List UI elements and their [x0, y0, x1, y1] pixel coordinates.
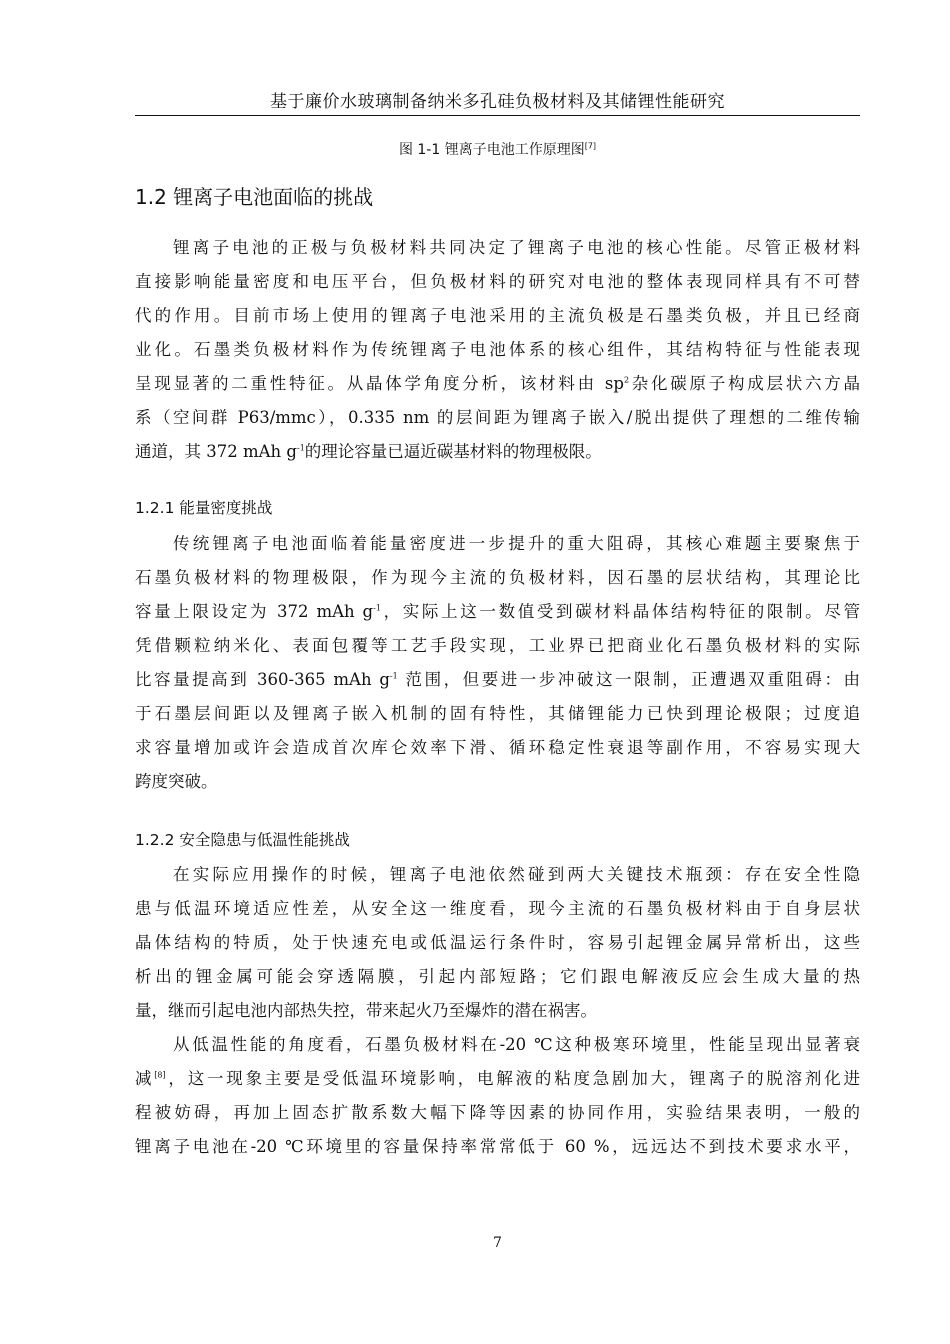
paragraph-line: 直接影响能量密度和电压平台，但负极材料的研究对电池的整体表现同样具有不可替 [135, 272, 860, 291]
paragraph-line: 传统锂离子电池面临着能量密度进一步提升的重大阻碍，其核心难题主要聚焦于 [173, 534, 860, 553]
paragraph-line: 锂离子电池的正极与负极材料共同决定了锂离子电池的核心性能。尽管正极材料 [173, 238, 860, 257]
paragraph-line [135, 595, 860, 629]
superscript: -1 [373, 603, 381, 613]
paragraph-line: 患与低温环境适应性差，从安全这一维度看，现今主流的石墨负极材料由于自身层状 [135, 899, 860, 918]
superscript: -1 [389, 671, 398, 681]
paragraph-line [135, 1062, 860, 1096]
figure-citation[interactable]: [7] [584, 141, 597, 151]
paragraph-line: 晶体结构的特质，处于快速充电或低温运行条件时，容易引起锂金属异常析出，这些 [135, 933, 860, 952]
line-segment: 呈现显著的二重性特征。从晶体学角度分析，该材料由 sp [135, 374, 624, 393]
section-heading: 1.2 锂离子电池面临的挑战 [135, 185, 374, 209]
paragraph-line: 代的作用。目前市场上使用的锂离子电池采用的主流负极是石墨类负极，并且已经商 [135, 306, 860, 325]
header-divider [135, 115, 860, 116]
paragraph-line [135, 663, 860, 697]
line-segment: 的理论容量已逼近碳基材料的物理极限。 [304, 442, 602, 461]
paragraph-line: 业化。石墨类负极材料作为传统锂离子电池体系的核心组件，其结构特征与性能表现 [135, 340, 860, 359]
superscript: 2 [623, 375, 630, 385]
paragraph-line: 量，继而引起电池内部热失控，带来起火乃至爆炸的潜在祸害。 [135, 1001, 597, 1020]
subsection-heading-safety: 1.2.2 安全隐患与低温性能挑战 [135, 831, 350, 849]
paragraph-line: 凭借颗粒纳米化、表面包覆等工艺手段实现，工业界已把商业化石墨负极材料的实际 [135, 636, 860, 655]
figure-caption [135, 140, 860, 160]
line-segment: 杂化碳原子构成层状六方晶 [629, 374, 860, 393]
paragraph-line: 在实际应用操作的时候，锂离子电池依然碰到两大关键技术瓶颈：存在安全性隐 [173, 865, 860, 884]
paragraph-line: 锂离子电池在-20 ℃环境里的容量保持率常常低于 60 %，远远达不到技术要求水平， [135, 1137, 860, 1156]
line-segment: 减 [135, 1069, 155, 1088]
paragraph-line [135, 367, 860, 401]
citation[interactable]: [8] [154, 1070, 166, 1080]
subsection-heading-energy-density: 1.2.1 能量密度挑战 [135, 499, 273, 517]
paragraph-line [135, 435, 860, 469]
subsection-paragraph [135, 1028, 860, 1164]
line-segment: ，实际上这一数值受到碳材料晶体结构特征的限制。尽管 [380, 602, 860, 621]
running-header: 基于廉价水玻璃制备纳米多孔硅负极材料及其储锂性能研究 [270, 92, 725, 112]
paragraph-line: 从低温性能的角度看，石墨负极材料在-20 ℃这种极寒环境里，性能呈现出显著衰 [173, 1035, 860, 1054]
paragraph-line: 析出的锂金属可能会穿透隔膜，引起内部短路；它们跟电解液反应会生成大量的热 [135, 967, 860, 986]
paragraph-line: 系（空间群 P63/mmc），0.335 nm 的层间距为锂离子嵌入/脱出提供了理想的二维传输 [135, 408, 860, 427]
line-segment: 通道，其 372 mAh g [135, 442, 297, 461]
paragraph-line: 于石墨层间距以及锂离子嵌入机制的固有特性，其储锂能力已快到理论极限；过度追 [135, 704, 860, 723]
page-number: 7 [493, 1235, 502, 1251]
figure-caption-text: 图 1-1 锂离子电池工作原理图 [398, 142, 585, 158]
superscript: -1 [296, 443, 305, 453]
line-segment: ，这一现象主要是受低温环境影响，电解液的粘度急剧加大，锂离子的脱溶剂化进 [165, 1069, 860, 1088]
section-paragraph [135, 231, 860, 469]
subsection-paragraph [135, 858, 860, 1028]
paragraph-line: 石墨负极材料的物理极限，作为现今主流的负极材料，因石墨的层状结构，其理论比 [135, 568, 860, 587]
line-segment: 比容量提高到 360-365 mAh g [135, 670, 390, 689]
paragraph-line: 求容量增加或许会造成首次库仑效率下滑、循环稳定性衰退等副作用，不容易实现大 [135, 738, 860, 757]
line-segment: 容量上限设定为 372 mAh g [135, 602, 374, 621]
paragraph-line: 程被妨碍，再加上固态扩散系数大幅下降等因素的协同作用，实验结果表明，一般的 [135, 1103, 860, 1122]
paragraph-line: 跨度突破。 [135, 772, 218, 791]
line-segment: 范围，但要进一步冲破这一限制，正遭遇双重阻碍：由 [397, 670, 860, 689]
subsection-paragraph [135, 527, 860, 799]
